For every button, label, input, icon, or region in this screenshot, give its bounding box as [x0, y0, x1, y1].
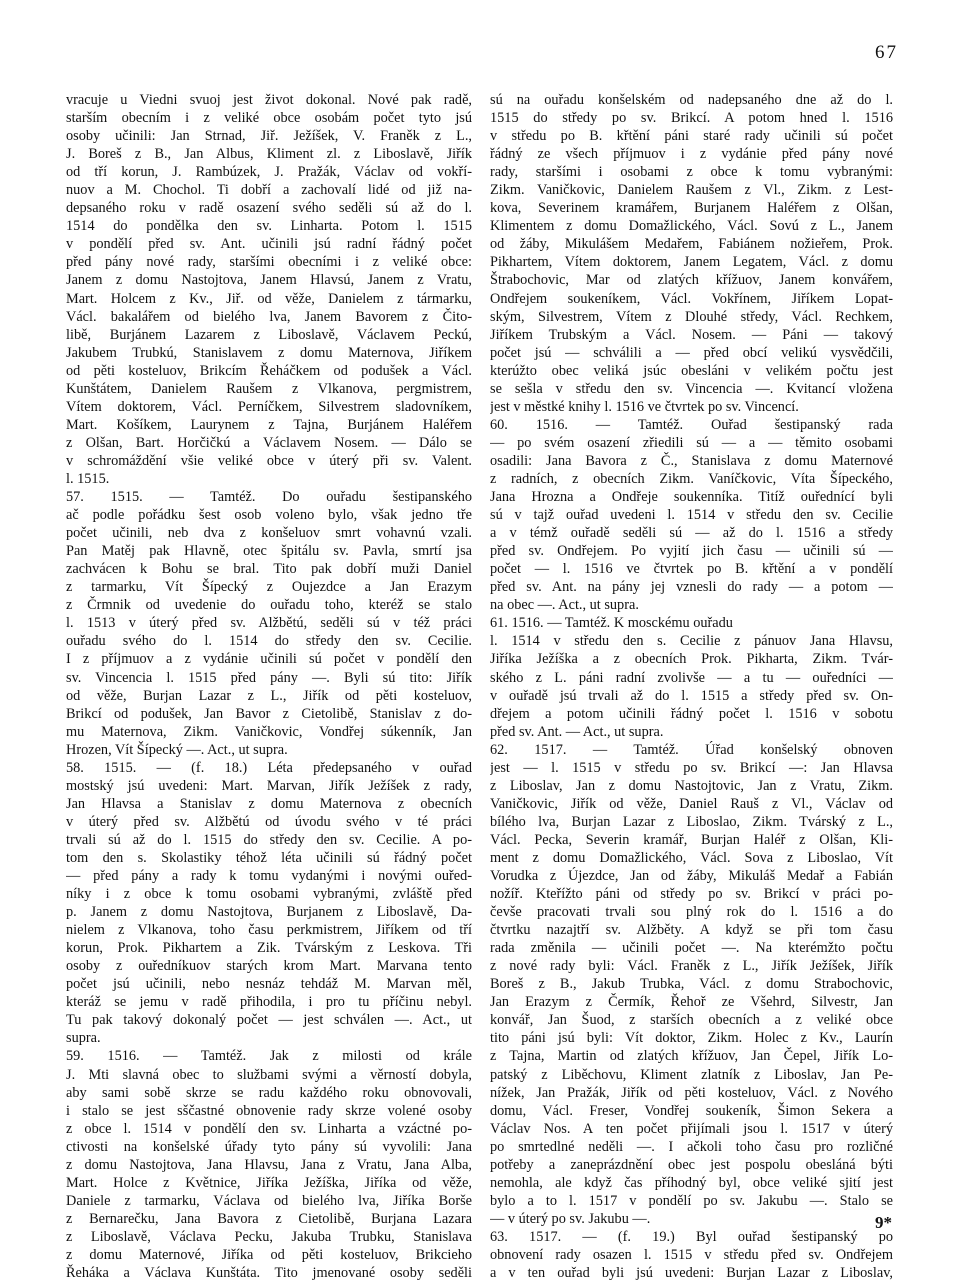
text-line: Řeháka a Václava Kunštáta. Tito jmenované osoby seděli	[66, 1265, 472, 1282]
text-line: na obec —. Act., ut supra.	[490, 597, 639, 614]
text-line: po smrtedlné neděli —. I ačkoli toho času pro rozličné	[490, 1138, 893, 1155]
text-line: ského z L. páni radní zvolivše — a tu — ouředníci —	[490, 669, 893, 686]
text-line: nožíř. Kteřížto páni od středy po sv. Brikcí v práci po-	[490, 886, 893, 903]
text-line: před sv. Ondřejem. Po vyjití jich času — učinili sú —	[490, 543, 893, 560]
text-line: před sv. Ant. — Act., ut supra.	[490, 723, 664, 740]
text-line: — po svém osazení zřiedili sú — a — těmito osobami	[490, 434, 893, 451]
text-line: Vaničkovic, Jiřík od věže, Daniel Rauš z Vl., Václav od	[490, 795, 893, 812]
text-line: rada změnila — učinili počet —. Na kterémžto počtu	[490, 940, 893, 957]
text-line: 63. 1517. — (f. 19.) Byl ouřad šestipanský po	[490, 1228, 893, 1245]
text-line: osoby z ouředníkuov starých krom Mart. Marvana tento	[66, 958, 472, 975]
text-line: Brikcí od podušek, Jan Bavor z Cietolibě, Stanislav z do-	[66, 705, 472, 722]
text-line: Boreš z B., Jakub Trubka, Václ. z domu Strabochovic,	[490, 976, 893, 993]
text-line: a v ten ouřad byli jsú uvedeni: Burjan Lazar z Liboslav,	[490, 1265, 893, 1282]
text-line: ským, Silvestrem, Vítem z Dlouhé středy, Václ. Rechkem,	[490, 308, 893, 325]
text-line: v ouřadě jsú trvali až do l. 1515 a středy před sv. On-	[490, 687, 893, 704]
page-number: 67	[875, 42, 898, 63]
text-line: l. 1514 v středu den s. Cecilie z pánuov Jana Hlavsu,	[490, 633, 893, 650]
text-line: Jiříkem Trubským a Václ. Nosem. — Páni — takový	[490, 326, 893, 343]
text-line: od žáby, Mikulášem Medařem, Fabiánem nožieřem, Prok.	[490, 236, 893, 253]
text-line: Janem z domu Nastojtova, Janem Hlavsú, Janem z Vratu,	[66, 272, 472, 289]
text-line: mu Maternova, Zikm. Vaničkovic, Vondřej súkenník, Jan	[66, 723, 472, 740]
text-line: rady, staršími i osobami z obce k tomu vybranými:	[490, 164, 893, 181]
text-line: Jan Erazym z Čermík, Řehoř ze Všehrd, Silvestr, Jan	[490, 994, 893, 1011]
text-line: nuov a M. Chochol. Ti dobří a zachovalí lidé od již na-	[66, 182, 472, 199]
text-line: 57. 1515. — Tamtéž. Do ouřadu šestipanského	[66, 489, 472, 506]
text-line: počet — l. 1516 ve čtvrtek po B. křtění a v pondělí	[490, 561, 893, 578]
text-line: a v témž ouřadě seděli sú — až do l. 1516 a středy	[490, 525, 893, 542]
text-line: Mart. Holcem z Kv., Jiř. od věže, Danielem z tármarku,	[66, 290, 472, 307]
right-column	[490, 91, 893, 1282]
text-line: z tarmarku, Vít Šípecký z Oujezdce a Jan Erazym	[66, 579, 472, 596]
text-line: od pěti kosteluov, Brikcím Řeháčkem od podušek a Václ.	[66, 362, 472, 379]
text-line: korun, Prok. Pikhartem a Zik. Tvárským z Leskova. Tři	[66, 940, 472, 957]
text-line: ač podle pořádku šest osob voleno bylo, však jedno tře	[66, 507, 472, 524]
text-line: Zikm. Vaničkovic, Danielem Raušem z Vl., Zikm. z Lest-	[490, 182, 893, 199]
text-line: níky i z obce k tomu osobami vybranými, zvláště před	[66, 886, 472, 903]
text-line: kterúžto obec veliká jsúc obesláni v velikém počtu jest	[490, 362, 893, 379]
text-line: od věže, Burjan Lazar z L., Jiřík od pěti kosteluov,	[66, 687, 472, 704]
text-line: aby sami sobě skrze se radu každého roku obnovovali,	[66, 1084, 472, 1101]
text-line: z domu Maternové, Jiříka od pěti kosteluov, Brikcieho	[66, 1247, 472, 1263]
printer-signature-mark: 9*	[875, 1213, 892, 1232]
text-line: před sv. Ant. na pány jej vznesli do rady — a potom —	[490, 579, 893, 596]
text-line: z domu Nastojtova, Jana Hlavsu, Jana z Vratu, Jana Alba,	[66, 1156, 472, 1173]
text-line: Václav Nos. A ten počet přijímali jsou l. 1517 v úterý	[490, 1120, 893, 1137]
text-line: z Tajna, Martin od zlatých křížuov, Jan Čepel, Jiřík Lo-	[490, 1048, 893, 1065]
text-line: depsaného roku v radě osazení svého seděli sú až do l.	[66, 200, 472, 217]
text-line: Tu pak takový dokonalý počet — jest schválen —. Act., ut	[66, 1012, 472, 1029]
text-line: čtvrtku nazajtří sv. Alžběty. A když se při tom času	[490, 922, 893, 939]
text-line: patský z Liběchovu, Kliment zlatník z Liboslav, Jan Pe-	[490, 1066, 893, 1083]
text-line: sú na ouřadu konšelském od nadepsaného dne až do l.	[490, 92, 893, 108]
text-line: 60. 1516. — Tamtéž. Ouřad šestipanský rada	[490, 416, 893, 433]
text-line: Mart. Košíkem, Laurynem z Tajna, Burjánem Haléřem	[66, 416, 472, 433]
text-line: v úterý před sv. Alžbětú od úvodu svého v té práci	[66, 813, 472, 830]
text-line: dřejem a potom učinili řádný počet l. 1516 v sobotu	[490, 705, 893, 722]
text-line: mostský jsú uvedeni: Mart. Marvan, Jiřík Ježíšek z rady,	[66, 777, 472, 794]
text-line: jest — l. 1515 v středu po sv. Brikcí —: Jan Hlavsa	[490, 759, 893, 776]
text-line: řádný ze všech příjmuov i z vydánie před pány nové	[490, 146, 893, 163]
text-line: osoby učinili: Jan Strnad, Jiř. Ježíšek, V. Franěk z L.,	[66, 128, 472, 145]
text-line: 1515 do středy po sv. Brikcí. A potom hned l. 1516	[490, 110, 893, 127]
text-line: ctivosti na konšelské úřady tyto pány sú vyvolili: Jana	[66, 1138, 472, 1155]
text-line: z Liboslav, Jan z domu Nastojtovic, Jan z Vratu, Zikm.	[490, 777, 893, 794]
text-line: I z příjmuov a z vydánie učinili sú počet v pondělí den	[66, 651, 472, 668]
text-line: Klimentem z domu Domažlického, Václ. Sovú z L., Janem	[490, 218, 893, 235]
text-line: z Liboslavě, Václava Pecku, Jakuba Trubku, Stanislava	[66, 1228, 472, 1245]
text-line: p. Janem z domu Nastojtova, Burjanem z Liboslavě, Da-	[66, 904, 472, 921]
text-line: před pány nové rady, staršími obecními i z veliké obce:	[66, 254, 472, 271]
text-line: tom den s. Skolastiky téhož léta učinili sú řádný počet	[66, 849, 472, 866]
text-line: v pondělí před sv. Ant. učinili jsú radní řádný počet	[66, 236, 472, 253]
text-line: Jan Hlavsa a Stanislav z domu Maternova z obecních	[66, 795, 472, 812]
text-line: Ondřejem soukeníkem, Václ. Vokřínem, Jiříkem Lopat-	[490, 290, 893, 307]
text-line: supra.	[66, 1030, 101, 1047]
text-line: v schromáždění všie veliké obce v úterý při sv. Valent.	[66, 452, 472, 469]
text-line: l. 1513 v úterý před sv. Alžbětú, seděli sú v též práci	[66, 615, 472, 632]
text-line: Pan Matěj pak Hlavně, otec špitálu sv. Pavla, smrtí jsa	[66, 543, 472, 560]
text-line: konvář, Jan Šuod, z starších obecních a z veliké obce	[490, 1012, 893, 1029]
text-line: — v úterý po sv. Jakubu —.	[490, 1210, 651, 1227]
text-line: kova, Severinem kramářem, Burjanem Haléřem z Olšan,	[490, 200, 893, 217]
text-line: od tří korun, J. Rambúzek, J. Pražák, Václav od vokří-	[66, 164, 472, 181]
text-line: ment z domu Domažlického, Václ. Sova z Liboslao, Vít	[490, 849, 893, 866]
text-line: Václ. bakalářem od bielého lva, Janem Bavorem z Čito-	[66, 308, 472, 325]
text-line: ouřadu svého do l. 1514 do středy den sv. Cecilie.	[66, 633, 472, 650]
text-line: čevše pracovati trvali sou plný rok do l. 1516 a do	[490, 904, 893, 921]
text-line: z Olšan, Bart. Horčičkú a Václavem Nosem. — Dálo se	[66, 434, 472, 451]
text-line: 59. 1516. — Tamtéž. Jak z milosti od krále	[66, 1048, 472, 1065]
text-line: Mart. Holce z Květnice, Jiříka Ježíška, Jiříka od věže,	[66, 1174, 472, 1191]
text-line: z Črmnik od uvedenie do ouřadu toho, kteréž se stalo	[66, 597, 472, 614]
text-line: nielem z Vlkanova, toho času perkmistrem, Jiříkem od tří	[66, 922, 472, 939]
text-line: počet učinili, neb dva z konšeluov smrt vohavnú vzali.	[66, 525, 472, 542]
text-line: počet jsú — schválili a — před obcí velikú vysvědčili,	[490, 344, 893, 361]
text-line: starším obecním i z veliké obce osobám počet tyto jsú	[66, 110, 472, 127]
text-line: J. Boreš z B., Jan Albus, Kliment zl. z Liboslavě, Jiřík	[66, 146, 472, 163]
text-line: bylo a to l. 1517 v pondělí po sv. Jakubu —. Stalo se	[490, 1192, 893, 1209]
text-line: nemohla, ale když čas příhodný byl, obce veliké sjití jest	[490, 1174, 893, 1191]
text-line: bílého lva, Burjan Lazar z Liboslao, Zikm. Tvárský z L.,	[490, 813, 893, 830]
text-line: Štrabochovic, Mar od zlatých křížuov, Janem konvářem,	[490, 272, 893, 289]
text-line: — před pány a rady k tomu vydanými i novými ouřed-	[66, 868, 472, 885]
text-line: 62. 1517. — Tamtéž. Úřad konšelský obnoven	[490, 741, 893, 758]
text-line: osadili: Jana Bavora z Č., Stanislava z domu Maternové	[490, 452, 893, 469]
text-line: počet jsú učinili, nebo nesnáz tehdáž M. Marvan měl,	[66, 976, 472, 993]
text-line: Hrozen, Vít Šípecký —. Act., ut supra.	[66, 741, 288, 758]
text-line: zachvácen k Bohu se bral. Tito pak dobří muži Daniel	[66, 561, 472, 578]
text-line: sú v tajž ouřad uvedeni l. 1514 v středu den sv. Cecilie	[490, 507, 893, 524]
text-line: potřeby a zaneprázdnění obec jest pospolu obesláná býti	[490, 1156, 893, 1173]
text-line: vracuje u Viedni svuoj jest život dokonal. Nové pak radě,	[66, 92, 472, 108]
text-line: 1514 do pondělka den sv. Linharta. Potom l. 1515	[66, 218, 472, 235]
left-column	[66, 91, 472, 1282]
text-line: l. 1515.	[66, 470, 110, 487]
text-line: Jana Hrozna a Ondřeje soukenníka. Titíž ouřednící byli	[490, 489, 893, 506]
text-line: tito páni jsú byli: Vít doktor, Zikm. Holec z Kv., Laurín	[490, 1030, 893, 1047]
text-line: se sešla v středu den sv. Vincencia —. Kvitancí vložena	[490, 380, 893, 397]
text-line: obnovení rady osazen l. 1515 v středu před sv. Ondřejem	[490, 1247, 893, 1263]
text-line: trvali sú až do l. 1515 do středy den sv. Cecilie. A po-	[66, 831, 472, 848]
text-line: Jiříka Ježíška a z obecních Prok. Pikharta, Zikm. Tvár-	[490, 651, 893, 668]
text-line: J. Mti slavná obec to službami svými a věrností dobyla,	[66, 1066, 472, 1083]
text-line: Pikhartem, Vítem doktorem, Janem Legatem, Václ. z domu	[490, 254, 893, 271]
text-line: z obce l. 1514 v pondělí den sv. Linharta a vzáctné po-	[66, 1120, 472, 1137]
text-line: z Bernarečku, Jana Bavora z Cietolibě, Burjana Lazara	[66, 1210, 472, 1227]
text-line: Vítem doktorem, Václ. Perníčkem, Silvestrem sladovníkem,	[66, 398, 472, 415]
text-line: z nové rady byli: Václ. Franěk z L., Jiřík Ježíšek, Jiřík	[490, 958, 893, 975]
text-line: sv. Vincencia l. 1515 před pány —. Byli sú tito: Jiřík	[66, 669, 472, 686]
text-line: z radních, z obecních Zikm. Vaníčkovic, Víta Šípeckého,	[490, 470, 893, 487]
text-line: 58. 1515. — (f. 18.) Léta předepsaného v ouřad	[66, 759, 472, 776]
text-line: Václ. Pecka, Severin kramář, Burjan Haléř z Olšan, Kli-	[490, 831, 893, 848]
text-line: jest v městké knihy l. 1516 ve čtvrtek po sv. Vincencí.	[490, 398, 799, 415]
text-line: i stalo se jest sščastné obnovenie rady skrze volené osoby	[66, 1102, 472, 1119]
text-line: libě, Burjánem Lazarem z Liboslavě, Václavem Peckú,	[66, 326, 472, 343]
text-line: 61. 1516. — Tamtéž. K mosckému ouřadu	[490, 615, 733, 632]
text-line: Daniele z tarmarku, Václava od bielého lva, Jiříka Borše	[66, 1192, 472, 1209]
text-line: nížek, Jan Pražák, Jiřík od pěti kosteluov, Václ. z Nového	[490, 1084, 893, 1101]
text-line: Jakubem Trubkú, Stanislavem z domu Maternova, Jiříkem	[66, 344, 472, 361]
text-line: v středu po B. křtění páni staré rady učinili sú počet	[490, 128, 893, 145]
text-line: domu, Václ. Freser, Vondřej soukeník, Šimon Sekera a	[490, 1102, 893, 1119]
text-line: Vorudka z Újezdce, Jan od žáby, Mikuláš Medař a Fabián	[490, 868, 893, 885]
text-line: Kunštátem, Danielem Raušem z Vlkanova, pergmistrem,	[66, 380, 472, 397]
text-line: kteráž se jemu v radě přihodila, i pro tu příčinu nebyl.	[66, 994, 472, 1011]
